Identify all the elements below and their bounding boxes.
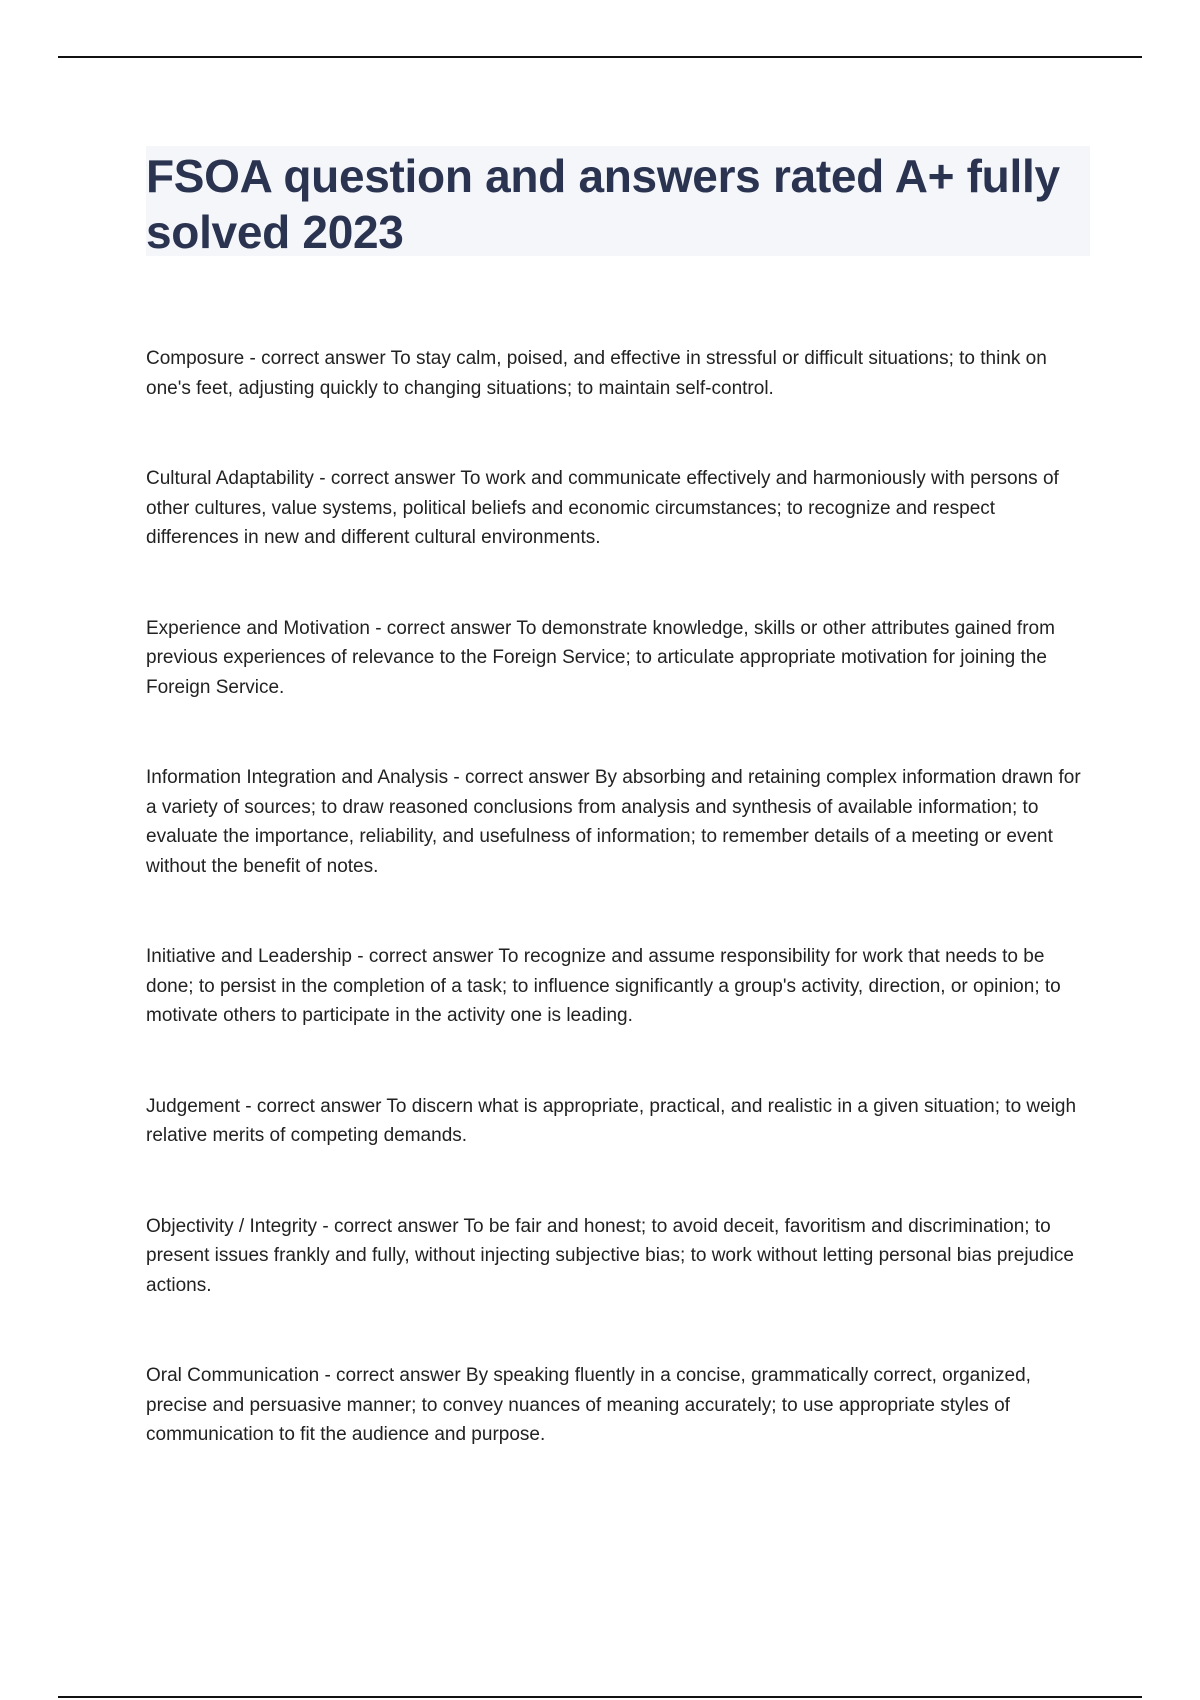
qa-entry-cultural-adaptability: Cultural Adaptability - correct answer To work and communicate effectively and harmoniously with persons of other cultures, value systems, political beliefs and economic circumstances; to recognize and respect differences in new and different cultural environments.: [146, 468, 1059, 548]
title-banner: [146, 146, 1090, 256]
header-rule: [58, 56, 1142, 58]
qa-entry-initiative-leadership: Initiative and Leadership - correct answer To recognize and assume responsibility for work that needs to be done; to persist in the completion of a task; to influence significantly a group's activity, direction, or opinion; to motivate others to participate in the activity one is leading.: [146, 946, 1061, 1026]
qa-entry-judgement: Judgement - correct answer To discern what is appropriate, practical, and realistic in a given situation; to weigh relative merits of competing demands.: [146, 1095, 1077, 1146]
qa-entry-information-integration: Information Integration and Analysis - correct answer By absorbing and retaining complex information drawn for a variety of sources; to draw reasoned conclusions from analysis and synthesis of available information; to evaluate the importance, reliability, and usefulness of information; to remember details of a meeting or event without the benefit of notes.: [146, 767, 1081, 877]
qa-entry-objectivity-integrity: Objectivity / Integrity - correct answer To be fair and honest; to avoid deceit, favoritism and discrimination; to present issues frankly and fully, without injecting subjective bias; to work without letting personal bias prejudice actions.: [146, 1215, 1074, 1296]
qa-entry-experience-motivation: Experience and Motivation - correct answer To demonstrate knowledge, skills or other attributes gained from previous experiences of relevance to the Foreign Service; to articulate appropriate motivation for joining the Foreign Service.: [146, 617, 1055, 698]
qa-list: [146, 344, 1090, 1450]
qa-entry-oral-communication: Oral Communication - correct answer By speaking fluently in a concise, grammatically correct, organized, precise and persuasive manner; to convey nuances of meaning accurately; to use appropriate styles of communication to fit the audience and purpose.: [146, 1365, 1031, 1445]
footer-rule: [58, 1696, 1142, 1698]
qa-entry-composure: Composure - correct answer To stay calm, poised, and effective in stressful or difficult situations; to think on one's feet, adjusting quickly to changing situations; to maintain self-control.: [146, 348, 1047, 399]
document-title: FSOA question and answers rated A+ fully solved 2023: [146, 150, 1060, 258]
